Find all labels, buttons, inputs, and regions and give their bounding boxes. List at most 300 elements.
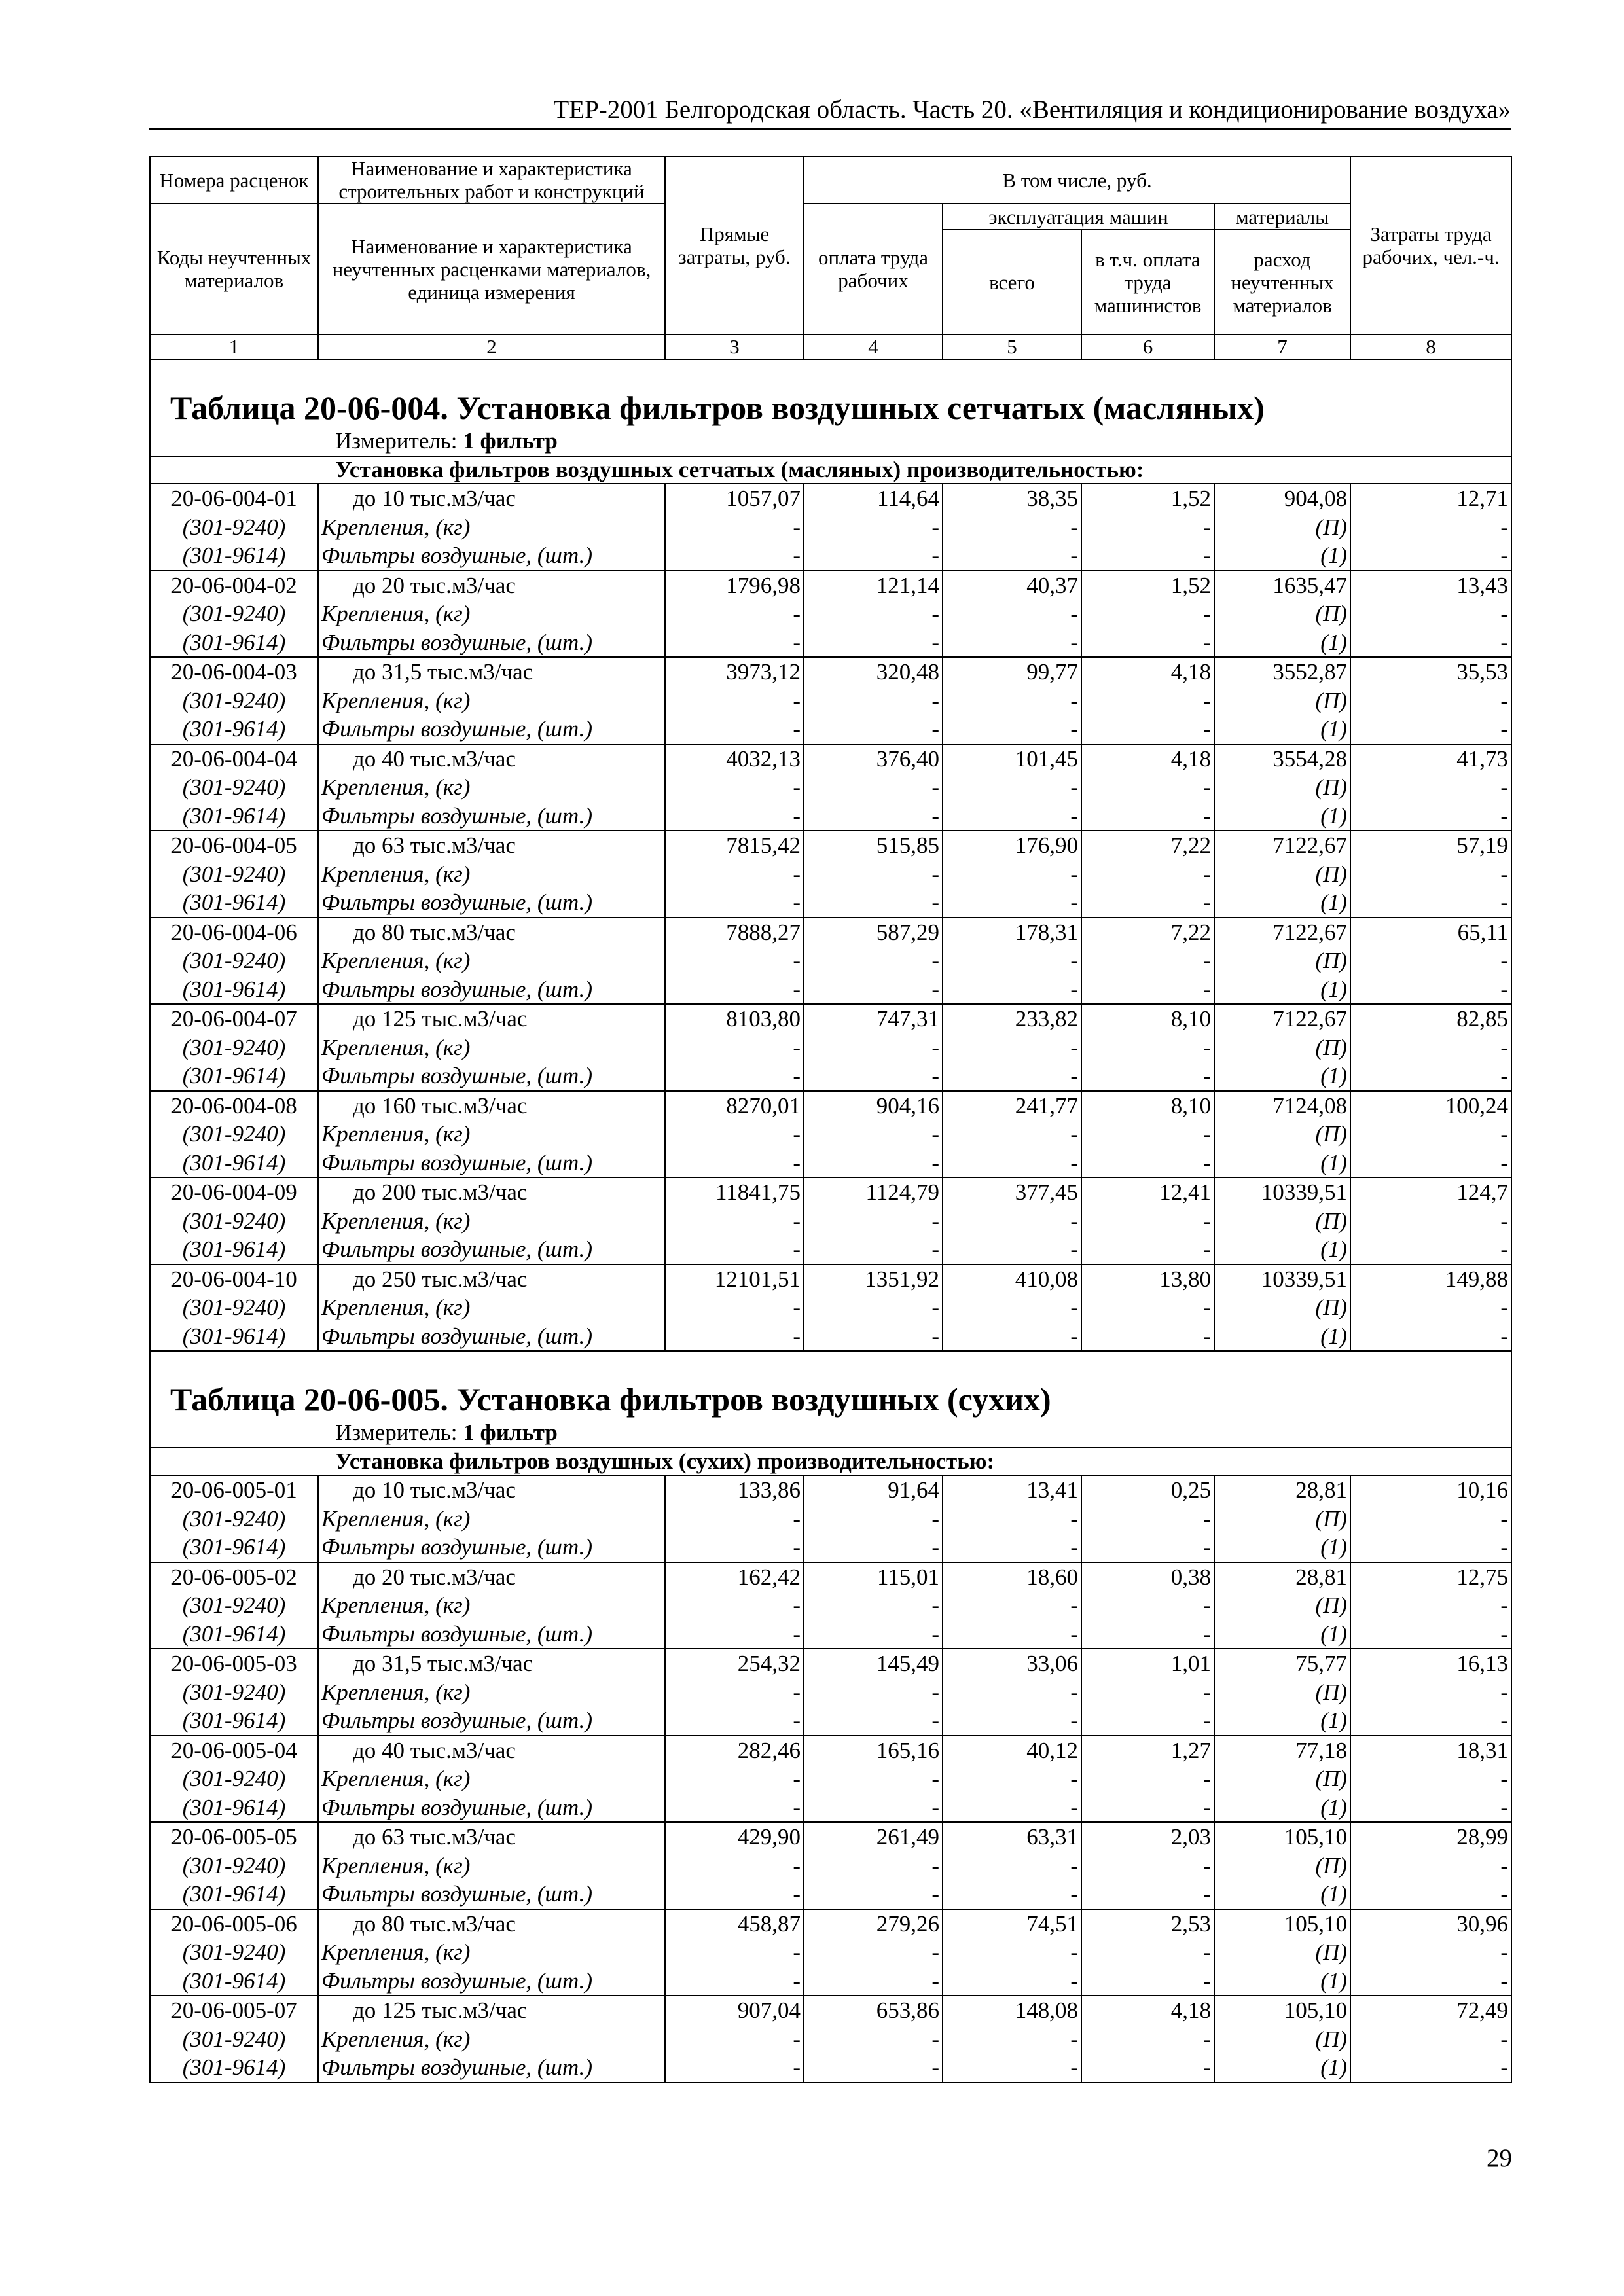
rate-row: [150, 1649, 1511, 1678]
machines-total-value: 176,90: [943, 831, 1081, 860]
machines-total-value: 13,41: [943, 1475, 1081, 1505]
material-row: [150, 1207, 1511, 1236]
rate-name: до 63 тыс.м3/час: [318, 831, 665, 860]
materials-value: 7122,67: [1214, 918, 1350, 947]
rate-code: 20-06-004-10: [150, 1265, 318, 1294]
dash-value: -: [665, 1293, 804, 1322]
material-quantity: (П): [1214, 1678, 1350, 1707]
dash-value: -: [943, 802, 1081, 831]
material-name: Крепления, (кг): [318, 1591, 665, 1620]
measure-label: Измеритель:: [335, 428, 458, 454]
direct-costs-value: 1796,98: [665, 571, 804, 600]
material-code: (301-9614): [150, 1793, 318, 1823]
dash-value: -: [1350, 2053, 1511, 2083]
direct-costs-value: 12101,51: [665, 1265, 804, 1294]
rate-code: 20-06-004-07: [150, 1004, 318, 1033]
material-row: [150, 1120, 1511, 1149]
rate-row: [150, 1091, 1511, 1121]
dash-value: -: [665, 541, 804, 571]
material-quantity: (1): [1214, 975, 1350, 1005]
material-name: Крепления, (кг): [318, 1765, 665, 1793]
measure-label: Измеритель:: [335, 1420, 458, 1445]
material-quantity: (1): [1214, 1149, 1350, 1178]
rate-code: 20-06-004-09: [150, 1177, 318, 1207]
rate-row: [150, 1909, 1511, 1939]
dash-value: -: [665, 1533, 804, 1562]
material-quantity: (П): [1214, 513, 1350, 542]
rate-row: [150, 1736, 1511, 1765]
direct-costs-value: 162,42: [665, 1562, 804, 1592]
dash-value: -: [665, 2025, 804, 2054]
direct-costs-value: 11841,75: [665, 1177, 804, 1207]
measure-value: 1 фильтр: [463, 428, 558, 454]
dash-value: -: [665, 1322, 804, 1352]
machinist-pay-value: 1,52: [1081, 571, 1214, 600]
direct-costs-value: 458,87: [665, 1909, 804, 1939]
dash-value: -: [1350, 1120, 1511, 1149]
dash-value: -: [1081, 1235, 1214, 1265]
column-number: 6: [1081, 334, 1214, 359]
direct-costs-value: 8103,80: [665, 1004, 804, 1033]
material-code: (301-9240): [150, 1207, 318, 1236]
dash-value: -: [804, 541, 943, 571]
dash-value: -: [1350, 1620, 1511, 1649]
dash-value: -: [1081, 1793, 1214, 1823]
dash-value: -: [804, 628, 943, 658]
dash-value: -: [804, 773, 943, 802]
rate-row: [150, 1562, 1511, 1592]
dash-value: -: [1350, 975, 1511, 1005]
material-name: Фильтры воздушные, (шт.): [318, 1322, 665, 1352]
rate-code: 20-06-005-01: [150, 1475, 318, 1505]
material-quantity: (П): [1214, 860, 1350, 889]
machinist-pay-value: 7,22: [1081, 831, 1214, 860]
material-name: Фильтры воздушные, (шт.): [318, 1706, 665, 1736]
rate-row: [150, 571, 1511, 600]
rate-row: [150, 831, 1511, 860]
rate-name: до 10 тыс.м3/час: [318, 1475, 665, 1505]
running-header: ТЕР-2001 Белгородская область. Часть 20. «Вентиляция и кондиционирование воздуха»: [149, 92, 1511, 130]
rate-block: [150, 1909, 1511, 1996]
worker-pay-value: 653,86: [804, 1996, 943, 2025]
materials-value: 105,10: [1214, 1822, 1350, 1852]
worker-pay-value: 515,85: [804, 831, 943, 860]
dash-value: -: [1081, 1967, 1214, 1996]
dash-value: -: [1350, 773, 1511, 802]
dash-value: -: [943, 1149, 1081, 1178]
materials-value: 1635,47: [1214, 571, 1350, 600]
direct-costs-value: 7888,27: [665, 918, 804, 947]
dash-value: -: [665, 715, 804, 744]
material-name: Фильтры воздушные, (шт.): [318, 1793, 665, 1823]
machinist-pay-value: 0,38: [1081, 1562, 1214, 1592]
material-quantity: (1): [1214, 1967, 1350, 1996]
rate-block: [150, 831, 1511, 918]
dash-value: -: [1350, 802, 1511, 831]
material-name: Фильтры воздушные, (шт.): [318, 1235, 665, 1265]
dash-value: -: [665, 2053, 804, 2083]
rate-block: [150, 1736, 1511, 1823]
dash-value: -: [1081, 2053, 1214, 2083]
material-row: [150, 2025, 1511, 2054]
material-row: [150, 1967, 1511, 1996]
material-name: Крепления, (кг): [318, 1678, 665, 1707]
dash-value: -: [1081, 1706, 1214, 1736]
direct-costs-value: 1057,07: [665, 484, 804, 513]
labor-costs-value: 12,71: [1350, 484, 1511, 513]
materials-value: 3552,87: [1214, 657, 1350, 687]
worker-pay-value: 1124,79: [804, 1177, 943, 1207]
material-code: (301-9614): [150, 888, 318, 918]
dash-value: -: [1350, 1293, 1511, 1322]
header-machines-total: всего: [943, 230, 1081, 334]
header-rate-numbers: Номера расценок: [150, 156, 318, 204]
dash-value: -: [1350, 1533, 1511, 1562]
materials-value: 10339,51: [1214, 1177, 1350, 1207]
materials-value: 7122,67: [1214, 831, 1350, 860]
direct-costs-value: 429,90: [665, 1822, 804, 1852]
dash-value: -: [665, 860, 804, 889]
rate-code: 20-06-005-04: [150, 1736, 318, 1765]
material-name: Фильтры воздушные, (шт.): [318, 715, 665, 744]
rate-code: 20-06-004-03: [150, 657, 318, 687]
table-section: [150, 359, 1511, 484]
material-code: (301-9614): [150, 802, 318, 831]
labor-costs-value: 82,85: [1350, 1004, 1511, 1033]
dash-value: -: [943, 513, 1081, 542]
dash-value: -: [1350, 513, 1511, 542]
dash-value: -: [1081, 628, 1214, 658]
labor-costs-value: 12,75: [1350, 1562, 1511, 1592]
worker-pay-value: 261,49: [804, 1822, 943, 1852]
material-row: [150, 541, 1511, 571]
rate-block: [150, 744, 1511, 831]
page-number: 29: [1487, 2144, 1512, 2172]
dash-value: -: [665, 1505, 804, 1534]
materials-value: 105,10: [1214, 1909, 1350, 1939]
machines-total-value: 101,45: [943, 744, 1081, 774]
dash-value: -: [665, 1706, 804, 1736]
worker-pay-value: 115,01: [804, 1562, 943, 1592]
dash-value: -: [1350, 1852, 1511, 1880]
material-code: (301-9240): [150, 1938, 318, 1967]
labor-costs-value: 149,88: [1350, 1265, 1511, 1294]
dash-value: -: [1081, 1505, 1214, 1534]
material-row: [150, 1062, 1511, 1091]
labor-costs-value: 41,73: [1350, 744, 1511, 774]
rate-row: [150, 744, 1511, 774]
material-quantity: (П): [1214, 1120, 1350, 1149]
dash-value: -: [665, 600, 804, 628]
material-row: [150, 1591, 1511, 1620]
dash-value: -: [665, 773, 804, 802]
dash-value: -: [943, 1678, 1081, 1707]
dash-value: -: [1350, 1033, 1511, 1062]
material-code: (301-9240): [150, 687, 318, 715]
dash-value: -: [804, 1678, 943, 1707]
dash-value: -: [943, 1765, 1081, 1793]
labor-costs-value: 124,7: [1350, 1177, 1511, 1207]
dash-value: -: [1350, 1880, 1511, 1909]
material-row: [150, 888, 1511, 918]
rate-name: до 80 тыс.м3/час: [318, 918, 665, 947]
rate-row: [150, 1004, 1511, 1033]
material-quantity: (1): [1214, 1880, 1350, 1909]
material-row: [150, 975, 1511, 1005]
dash-value: -: [1081, 600, 1214, 628]
rate-code: 20-06-004-02: [150, 571, 318, 600]
material-code: (301-9240): [150, 860, 318, 889]
material-quantity: (П): [1214, 2025, 1350, 2054]
material-quantity: (П): [1214, 687, 1350, 715]
dash-value: -: [1081, 2025, 1214, 2054]
machines-total-value: 410,08: [943, 1265, 1081, 1294]
dash-value: -: [943, 1235, 1081, 1265]
dash-value: -: [665, 1938, 804, 1967]
dash-value: -: [1081, 715, 1214, 744]
rate-code: 20-06-004-01: [150, 484, 318, 513]
dash-value: -: [1350, 1967, 1511, 1996]
material-quantity: (1): [1214, 1620, 1350, 1649]
material-row: [150, 1533, 1511, 1562]
dash-value: -: [665, 802, 804, 831]
material-code: (301-9240): [150, 1678, 318, 1707]
material-row: [150, 1706, 1511, 1736]
rate-name: до 80 тыс.м3/час: [318, 1909, 665, 1939]
rates-table: [149, 156, 1512, 2083]
material-code: (301-9240): [150, 1505, 318, 1534]
material-name: Крепления, (кг): [318, 773, 665, 802]
rate-row: [150, 1265, 1511, 1294]
dash-value: -: [1350, 715, 1511, 744]
header-direct-costs: Прямые затраты, руб.: [665, 156, 804, 334]
dash-value: -: [1081, 1880, 1214, 1909]
rate-row: [150, 1177, 1511, 1207]
dash-value: -: [1350, 1149, 1511, 1178]
dash-value: -: [943, 687, 1081, 715]
dash-value: -: [943, 975, 1081, 1005]
material-row: [150, 860, 1511, 889]
material-code: (301-9614): [150, 1062, 318, 1091]
material-row: [150, 687, 1511, 715]
dash-value: -: [804, 888, 943, 918]
dash-value: -: [1081, 1678, 1214, 1707]
dash-value: -: [943, 1293, 1081, 1322]
material-code: (301-9614): [150, 1149, 318, 1178]
dash-value: -: [1081, 975, 1214, 1005]
dash-value: -: [943, 1207, 1081, 1236]
dash-value: -: [1081, 773, 1214, 802]
material-name: Фильтры воздушные, (шт.): [318, 802, 665, 831]
machinist-pay-value: 2,53: [1081, 1909, 1214, 1939]
material-code: (301-9240): [150, 2025, 318, 2054]
machinist-pay-value: 1,01: [1081, 1649, 1214, 1678]
material-quantity: (П): [1214, 1505, 1350, 1534]
material-code: (301-9240): [150, 946, 318, 975]
dash-value: -: [943, 946, 1081, 975]
labor-costs-value: 30,96: [1350, 1909, 1511, 1939]
dash-value: -: [1350, 1938, 1511, 1967]
material-row: [150, 1033, 1511, 1062]
material-name: Фильтры воздушные, (шт.): [318, 2053, 665, 2083]
worker-pay-value: 320,48: [804, 657, 943, 687]
dash-value: -: [943, 1505, 1081, 1534]
dash-value: -: [943, 715, 1081, 744]
header-codes-unaccounted: Коды неучтенных материалов: [150, 204, 318, 334]
dash-value: -: [1081, 1207, 1214, 1236]
material-quantity: (П): [1214, 1591, 1350, 1620]
rate-code: 20-06-005-07: [150, 1996, 318, 2025]
machines-total-value: 38,35: [943, 484, 1081, 513]
dash-value: -: [804, 1967, 943, 1996]
machinist-pay-value: 12,41: [1081, 1177, 1214, 1207]
material-quantity: (1): [1214, 715, 1350, 744]
dash-value: -: [804, 860, 943, 889]
dash-value: -: [665, 1120, 804, 1149]
machines-total-value: 233,82: [943, 1004, 1081, 1033]
material-code: (301-9240): [150, 513, 318, 542]
material-quantity: (П): [1214, 1852, 1350, 1880]
dash-value: -: [1081, 1033, 1214, 1062]
rate-name: до 160 тыс.м3/час: [318, 1091, 665, 1121]
header-worker-pay: оплата труда рабочих: [804, 204, 943, 334]
material-name: Фильтры воздушные, (шт.): [318, 628, 665, 658]
dash-value: -: [665, 1793, 804, 1823]
dash-value: -: [804, 1235, 943, 1265]
worker-pay-value: 279,26: [804, 1909, 943, 1939]
material-name: Крепления, (кг): [318, 687, 665, 715]
dash-value: -: [665, 888, 804, 918]
material-code: (301-9614): [150, 1967, 318, 1996]
header-labor-costs: Затраты труда рабочих, чел.-ч.: [1350, 156, 1511, 334]
rate-block: [150, 918, 1511, 1005]
dash-value: -: [943, 541, 1081, 571]
dash-value: -: [665, 1235, 804, 1265]
dash-value: -: [1081, 687, 1214, 715]
worker-pay-value: 904,16: [804, 1091, 943, 1121]
material-name: Крепления, (кг): [318, 1033, 665, 1062]
dash-value: -: [943, 1938, 1081, 1967]
group-title: Установка фильтров воздушных (сухих) производительностью:: [150, 1448, 1511, 1475]
dash-value: -: [665, 513, 804, 542]
dash-value: -: [665, 1149, 804, 1178]
materials-value: 105,10: [1214, 1996, 1350, 2025]
material-code: (301-9614): [150, 975, 318, 1005]
labor-costs-value: 16,13: [1350, 1649, 1511, 1678]
dash-value: -: [1081, 888, 1214, 918]
material-quantity: (П): [1214, 600, 1350, 628]
rate-code: 20-06-005-06: [150, 1909, 318, 1939]
rate-code: 20-06-004-04: [150, 744, 318, 774]
rate-row: [150, 484, 1511, 513]
material-name: Фильтры воздушные, (шт.): [318, 1880, 665, 1909]
material-code: (301-9240): [150, 1591, 318, 1620]
material-row: [150, 1505, 1511, 1534]
dash-value: -: [665, 628, 804, 658]
material-name: Крепления, (кг): [318, 2025, 665, 2054]
dash-value: -: [804, 715, 943, 744]
material-row: [150, 513, 1511, 542]
material-name: Фильтры воздушные, (шт.): [318, 1620, 665, 1649]
labor-costs-value: 35,53: [1350, 657, 1511, 687]
dash-value: -: [1350, 2025, 1511, 2054]
dash-value: -: [804, 1293, 943, 1322]
dash-value: -: [804, 1033, 943, 1062]
dash-value: -: [943, 1120, 1081, 1149]
worker-pay-value: 145,49: [804, 1649, 943, 1678]
material-quantity: (П): [1214, 1293, 1350, 1322]
rate-block: [150, 484, 1511, 571]
column-number: 2: [318, 334, 665, 359]
dash-value: -: [943, 1967, 1081, 1996]
material-name: Крепления, (кг): [318, 1293, 665, 1322]
dash-value: -: [943, 1033, 1081, 1062]
material-name: Фильтры воздушные, (шт.): [318, 975, 665, 1005]
rate-name: до 63 тыс.м3/час: [318, 1822, 665, 1852]
material-name: Фильтры воздушные, (шт.): [318, 1149, 665, 1178]
dash-value: -: [943, 1880, 1081, 1909]
material-row: [150, 628, 1511, 658]
table-header: [150, 156, 1511, 359]
machines-total-value: 40,37: [943, 571, 1081, 600]
rate-row: [150, 918, 1511, 947]
material-row: [150, 2053, 1511, 2083]
material-quantity: (1): [1214, 1533, 1350, 1562]
material-name: Фильтры воздушные, (шт.): [318, 1062, 665, 1091]
machines-total-value: 178,31: [943, 918, 1081, 947]
material-row: [150, 1678, 1511, 1707]
material-code: (301-9614): [150, 1533, 318, 1562]
column-numbers-row: [150, 334, 1511, 359]
table-section: [150, 1351, 1511, 1475]
dash-value: -: [804, 1505, 943, 1534]
material-row: [150, 773, 1511, 802]
labor-costs-value: 65,11: [1350, 918, 1511, 947]
header-unaccounted-name: Наименование и характеристика неучтенных расценками материалов, единица измерения: [318, 204, 665, 334]
rate-name: до 250 тыс.м3/час: [318, 1265, 665, 1294]
machines-total-value: 63,31: [943, 1822, 1081, 1852]
machines-total-value: 377,45: [943, 1177, 1081, 1207]
rate-code: 20-06-004-05: [150, 831, 318, 860]
worker-pay-value: 376,40: [804, 744, 943, 774]
direct-costs-value: 8270,01: [665, 1091, 804, 1121]
material-name: Фильтры воздушные, (шт.): [318, 1967, 665, 1996]
dash-value: -: [804, 1207, 943, 1236]
material-quantity: (П): [1214, 1033, 1350, 1062]
material-quantity: (П): [1214, 1765, 1350, 1793]
direct-costs-value: 133,86: [665, 1475, 804, 1505]
rate-name: до 20 тыс.м3/час: [318, 571, 665, 600]
column-number: 1: [150, 334, 318, 359]
material-code: (301-9614): [150, 715, 318, 744]
rate-block: [150, 1177, 1511, 1265]
materials-value: 904,08: [1214, 484, 1350, 513]
machinist-pay-value: 4,18: [1081, 657, 1214, 687]
dash-value: -: [804, 975, 943, 1005]
dash-value: -: [1350, 1322, 1511, 1352]
dash-value: -: [1081, 1938, 1214, 1967]
machinist-pay-value: 4,18: [1081, 744, 1214, 774]
dash-value: -: [1350, 1678, 1511, 1707]
materials-value: 75,77: [1214, 1649, 1350, 1678]
dash-value: -: [1350, 1591, 1511, 1620]
dash-value: -: [804, 1852, 943, 1880]
dash-value: -: [1081, 802, 1214, 831]
measure-line: [150, 1418, 1511, 1448]
material-name: Крепления, (кг): [318, 1505, 665, 1534]
dash-value: -: [943, 1793, 1081, 1823]
rate-block: [150, 1822, 1511, 1909]
